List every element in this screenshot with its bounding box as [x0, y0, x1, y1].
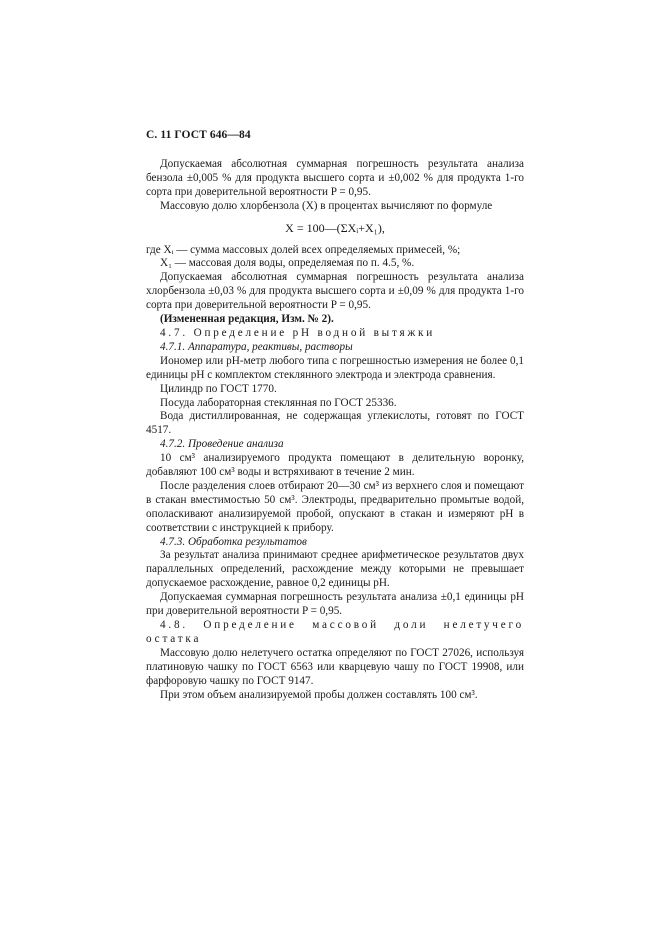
paragraph: При этом объем анализируемой пробы должен составлять 100 см³. — [160, 688, 478, 701]
page-header: С. 11 ГОСТ 646—84 — [146, 129, 251, 141]
paragraph: Допускаемая абсолютная суммарная погрешность результата анализа бензола ±0,005 % для продукта высшего сорта и ±0,002 % для продукта 1-го сорта при доверительной вероятности P = 0,95. — [146, 158, 524, 198]
subsection-heading: 4.7.1. Аппаратура, реактивы, растворы — [160, 340, 353, 353]
document-body — [146, 158, 524, 702]
subsection-heading: 4.7.3. Обработка результатов — [160, 535, 307, 548]
paragraph: 10 см³ анализируемого продукта помещают в делительную воронку, добавляют 100 см³ воды и встряхивают в течение 2 мин. — [146, 452, 524, 479]
paragraph: где Xᵢ — сумма массовых долей всех определяемых примесей, %; — [146, 243, 461, 256]
paragraph: После разделения слоев отбирают 20—30 см³ из верхнего слоя и помещают в стакан вместимостью 50 см³. Электроды, предварительно промытые водой, ополаскивают анализируемой пробой, опускают в стакан и измеряют рН в соответствии с инструкцией к прибору. — [146, 479, 524, 534]
paragraph: Цилиндр по ГОСТ 1770. — [160, 382, 277, 395]
paragraph: Посуда лабораторная стеклянная по ГОСТ 25336. — [160, 396, 397, 409]
paragraph: Массовую долю хлорбензола (X) в процентах вычисляют по формуле — [160, 199, 493, 212]
paragraph: Допускаемая абсолютная суммарная погрешность результата анализа хлорбензола ±0,03 % для продукта высшего сорта и ±0,09 % для продукта 1-го сорта при доверительной вероятности P = 0,95. — [146, 271, 524, 312]
paragraph: За результат анализа принимают среднее арифметическое результатов двух параллельных определений, расхождение между которыми не превышает допускаемое расхождение, равное 0,2 единицы рН. — [146, 549, 524, 590]
formula: X = 100—(ΣXᵢ+X₁), — [285, 220, 385, 235]
subsection-heading: 4.7.2. Проведение анализа — [160, 438, 284, 451]
paragraph: Вода дистиллированная, не содержащая углекислоты, готовят по ГОСТ 4517. — [146, 410, 524, 437]
paragraph: Иономер или рН-метр любого типа с погрешностью измерения не более 0,1 единицы рН с комплектом стеклянного электрода и электрода сравнения. — [146, 354, 524, 381]
paragraph: Массовую долю нелетучего остатка определяют по ГОСТ 27026, используя платиновую чашку по ГОСТ 6563 или кварцевую чашу по ГОСТ 19908, или фарфоровую чашку по ГОСТ 9147. — [146, 646, 524, 687]
section-heading: 4.8. Определение массовой доли нелетучего остатка — [146, 619, 524, 645]
paragraph: X₁ — массовая доля воды, определяемая по п. 4.5, %. — [160, 257, 415, 270]
amendment-note: (Измененная редакция, Изм. № 2). — [160, 313, 334, 326]
section-heading: 4.7. Определение рН водной вытяжки — [160, 326, 436, 339]
paragraph: Допускаемая суммарная погрешность результата анализа ±0,1 единицы рН при доверительной вероятности P = 0,95. — [146, 591, 524, 618]
